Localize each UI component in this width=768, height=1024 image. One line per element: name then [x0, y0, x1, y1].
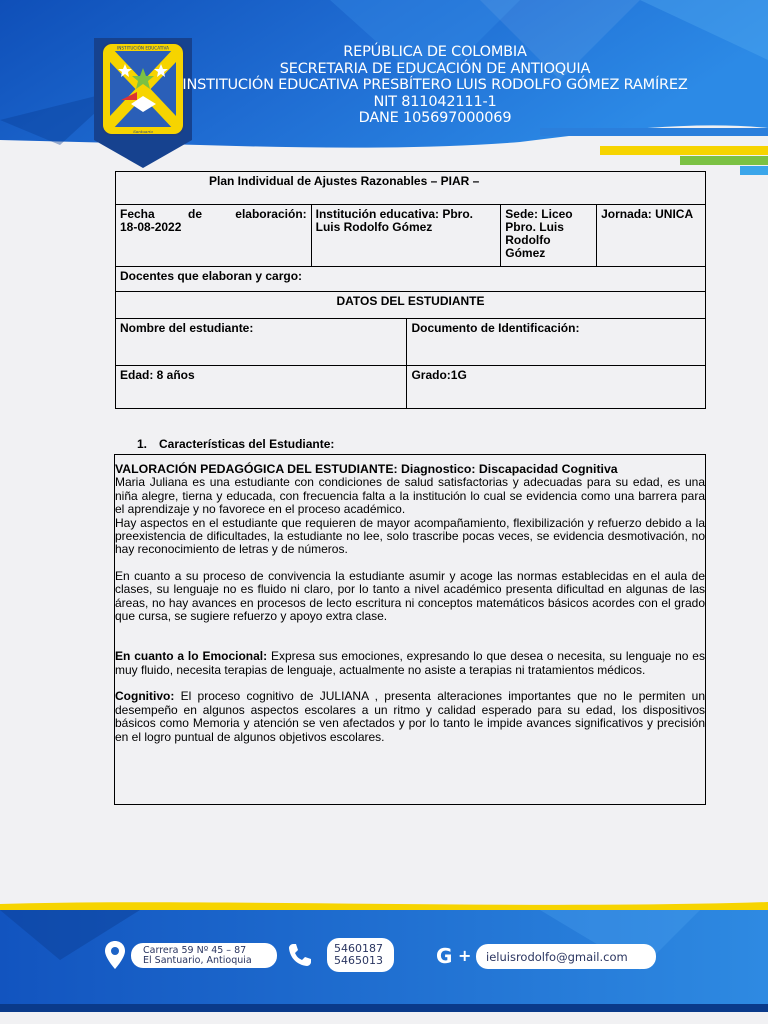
- sede-line: Sede: Liceo: [505, 207, 573, 221]
- header-line-secretaria: SECRETARIA DE EDUCACIÓN DE ANTIOQUIA: [279, 60, 591, 77]
- header-line-dane: DANE 105697000069: [358, 110, 512, 126]
- sede-cell: [501, 205, 597, 267]
- crest-lettering: Santuario: [133, 129, 153, 134]
- valoracion-paragraph-3: En cuanto a su proceso de convivencia la estudiante asumir y acoge las normas establecidas en el aula de clases, su lenguaje no es fluido ni claro, por lo tanto a nivel académico presenta dificultad en algunas de las áreas, no hay avances en procesos de lecto escritura ni conceptos matemáticos básicos acordes con el grado que cursa, se sugiere refuerzo y apoyo extra clase.: [115, 568, 705, 624]
- crest-lettering: INSTITUCIÓN EDUCATIVA: [116, 45, 170, 51]
- sede-line: Rodolfo: [505, 233, 551, 247]
- header-line-nit: NIT 811042111-1: [373, 93, 497, 110]
- cognitivo-paragraph: [115, 690, 705, 744]
- jornada-cell: Jornada: UNICA: [597, 205, 706, 267]
- emocional-paragraph: [115, 650, 705, 677]
- cognitivo-text: El proceso cognitivo de JULIANA , presenta alteraciones importantes que no le permiten un desempeño en algunos aspectos escolares a un ritmo y calidad esperado para su edad, los dispositivos básicos como Memoria y atención se ven afectados y por lo tanto le impide avances significativos y precisión en el logro puntual de algunos objetivos escolares.: [115, 689, 705, 744]
- address-pill: [131, 943, 277, 968]
- piar-form-table: [115, 171, 706, 409]
- address-line-2: El Santuario, Antioquia: [143, 954, 252, 966]
- valoracion-title: VALORACIÓN PEDAGÓGICA DEL ESTUDIANTE: Diagnostico: Discapacidad Cognitiva: [115, 462, 618, 476]
- institution-header: [170, 44, 700, 127]
- phone-number-2: 5465013: [334, 954, 383, 967]
- emocional-text: Expresa sus emociones, expresando lo que desea o necesita, su lenguaje no es muy fluido, necesita terapias de lenguaje, actualmente no asiste a terapias ni tratamientos médicos.: [115, 649, 705, 677]
- google-plus-icon: [436, 944, 476, 966]
- fecha-value: 18-08-2022: [120, 220, 182, 234]
- fecha-cell: [116, 205, 312, 267]
- emocional-label: En cuanto a lo Emocional:: [115, 649, 268, 664]
- sede-line: Gómez: [505, 246, 546, 260]
- institucion-cell: Institución educativa: Pbro. Luis Rodolfo Gómez: [311, 205, 501, 267]
- fecha-label: Fecha de elaboración:: [120, 207, 307, 221]
- svg-text:G: G: [436, 944, 453, 966]
- phone-number-1: 5460187: [334, 942, 383, 955]
- section-heading: [137, 437, 334, 451]
- address-line-1: Carrera 59 Nº 45 – 87: [143, 944, 247, 956]
- letterhead-banner: [0, 0, 768, 180]
- edad-cell: Edad: 8 años: [116, 366, 407, 409]
- documento-cell: Documento de Identificación:: [407, 319, 706, 366]
- docentes-cell: Docentes que elaboran y cargo:: [116, 267, 706, 292]
- section-title: Características del Estudiante:: [159, 437, 335, 451]
- svg-text:+: +: [458, 946, 472, 965]
- header-line-country: REPÚBLICA DE COLOMBIA: [343, 44, 527, 60]
- phone-pill: [327, 938, 394, 972]
- email-pill: [476, 944, 656, 969]
- cognitivo-label: Cognitivo:: [115, 689, 175, 704]
- piar-title: Plan Individual de Ajustes Razonables – PIAR –: [116, 172, 706, 205]
- grado-cell: Grado:1G: [407, 366, 706, 409]
- valoracion-paragraph-2: Hay aspectos en el estudiante que requieren de mayor acompañamiento, flexibilización y refuerzo debido a la preexistencia de dificultades, la estudiante no lee, solo trascribe pocas veces, se evidencia desmotivación, no hay reconocimiento de letras y de números.: [115, 515, 705, 557]
- nombre-estudiante-cell: Nombre del estudiante:: [116, 319, 407, 366]
- datos-estudiante-heading: DATOS DEL ESTUDIANTE: [116, 292, 706, 319]
- valoracion-paragraph-1: Maria Juliana es una estudiante con condiciones de salud satisfactorias y adecuadas para su edad, es una niña alegre, tierna y educada, con frecuencia falta a la institución lo cual se evidencia como una barrera para el aprendizaje y no favorece en el proceso académico.: [115, 475, 705, 517]
- phone-icon: [287, 942, 313, 968]
- email-address: ieluisrodolfo@gmail.com: [486, 949, 628, 964]
- section-number: 1.: [137, 437, 148, 451]
- valoracion-box: [114, 454, 706, 805]
- location-pin-icon: [104, 940, 126, 970]
- sede-line: Pbro. Luis: [505, 220, 564, 234]
- header-line-institution: INSTITUCIÓN EDUCATIVA PRESBÍTERO LUIS RODOLFO GÓMEZ RAMÍREZ: [182, 77, 688, 93]
